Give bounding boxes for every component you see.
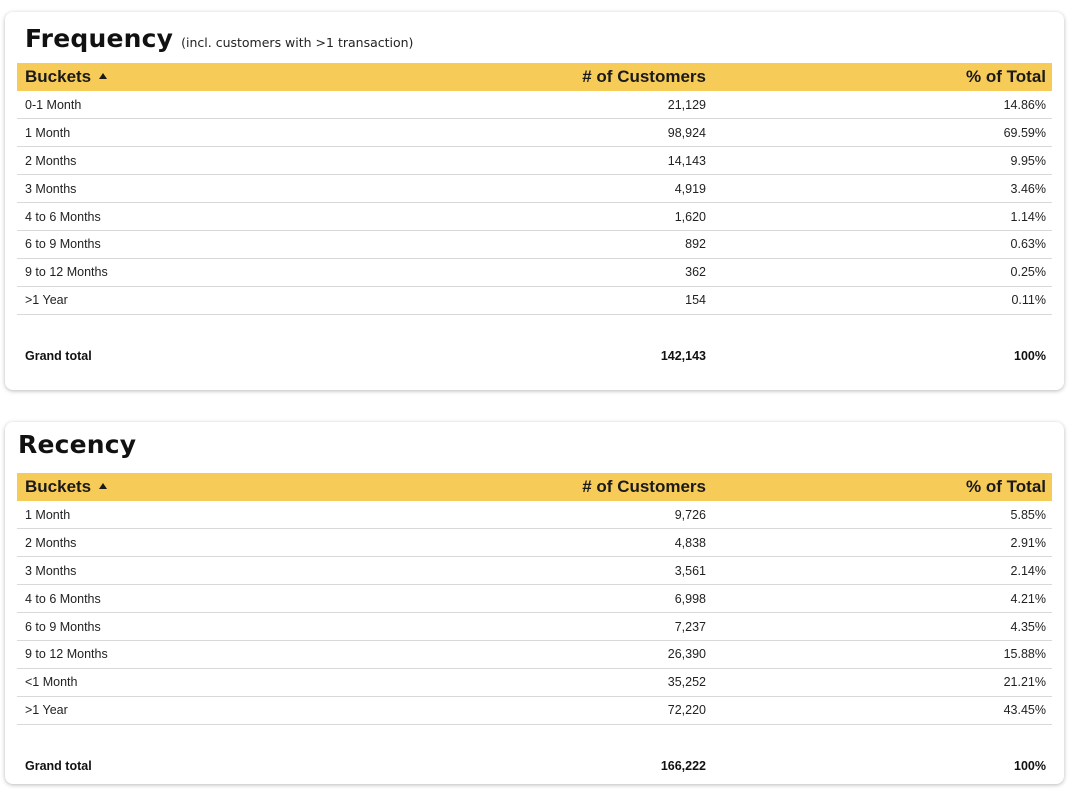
- table-row: [17, 119, 1052, 147]
- table-row: [17, 258, 1052, 286]
- count-cell: 4,838: [674, 535, 706, 550]
- bucket-cell: 6 to 9 Months: [25, 237, 101, 252]
- percent-column-header[interactable]: % of Total: [966, 67, 1046, 86]
- table-row: [17, 529, 1052, 557]
- percent-cell: 2.91%: [1010, 535, 1046, 550]
- table-spacer: [17, 314, 1052, 342]
- table-row: [17, 613, 1052, 641]
- table-row: [17, 585, 1052, 613]
- table-row: [17, 230, 1052, 258]
- percent-cell: 5.85%: [1010, 507, 1046, 522]
- frequency-title: Frequency: [25, 24, 174, 53]
- grand-total-percent: 100%: [1014, 348, 1046, 363]
- recency-table: [17, 473, 1052, 780]
- count-cell: 892: [685, 237, 706, 252]
- count-cell: 14,143: [667, 153, 706, 168]
- bucket-cell: 2 Months: [25, 535, 77, 550]
- table-row: [17, 668, 1052, 696]
- bucket-cell: 6 to 9 Months: [25, 619, 101, 634]
- table-row: [17, 557, 1052, 585]
- percent-cell: 0.11%: [1011, 293, 1046, 308]
- frequency-title-block: [25, 24, 413, 53]
- percent-cell: 0.25%: [1010, 265, 1046, 280]
- bucket-cell: 3 Months: [25, 563, 77, 578]
- count-cell: 26,390: [667, 647, 706, 662]
- customers-column-header[interactable]: # of Customers: [582, 67, 706, 86]
- column-header-label: Buckets: [25, 477, 92, 496]
- bucket-cell: 0-1 Month: [25, 97, 82, 112]
- table-spacer: [17, 724, 1052, 752]
- percent-cell: 0.63%: [1010, 237, 1046, 252]
- percent-cell: 43.45%: [1003, 703, 1046, 718]
- sort-ascending-icon[interactable]: [99, 483, 107, 489]
- column-header-label: Buckets: [25, 67, 92, 86]
- count-cell: 362: [685, 265, 706, 280]
- percent-cell: 15.88%: [1003, 647, 1046, 662]
- grand-total-label: Grand total: [25, 348, 92, 363]
- table-row: [17, 696, 1052, 724]
- recency-title-block: [18, 430, 136, 459]
- percent-cell: 21.21%: [1003, 675, 1046, 690]
- count-cell: 9,726: [674, 507, 706, 522]
- percent-cell: 4.21%: [1010, 591, 1046, 606]
- grand-total-row: [17, 342, 1052, 370]
- table-header-row: [17, 63, 1052, 91]
- grand-total-count: 166,222: [660, 758, 706, 773]
- percent-cell: 14.86%: [1003, 97, 1046, 112]
- count-cell: 4,919: [674, 181, 706, 196]
- bucket-cell: >1 Year: [25, 703, 68, 718]
- table-row: [17, 91, 1052, 119]
- recency-card: [5, 422, 1064, 784]
- table-row: [17, 286, 1052, 314]
- percent-cell: 69.59%: [1003, 125, 1046, 140]
- count-cell: 72,220: [667, 703, 706, 718]
- buckets-column-header[interactable]: [17, 473, 447, 501]
- bucket-cell: 3 Months: [25, 181, 77, 196]
- bucket-cell: 1 Month: [25, 507, 71, 522]
- table-row: [17, 640, 1052, 668]
- percent-cell: 3.46%: [1010, 181, 1046, 196]
- customers-column-header[interactable]: # of Customers: [582, 477, 706, 496]
- table-row: [17, 175, 1052, 203]
- grand-total-percent: 100%: [1014, 758, 1046, 773]
- frequency-table: [17, 63, 1052, 370]
- count-cell: 98,924: [667, 125, 706, 140]
- sort-ascending-icon[interactable]: [99, 73, 107, 79]
- count-cell: 6,998: [674, 591, 706, 606]
- count-cell: 1,620: [674, 209, 706, 224]
- buckets-column-header[interactable]: [17, 63, 447, 91]
- percent-column-header[interactable]: % of Total: [966, 477, 1046, 496]
- grand-total-label: Grand total: [25, 758, 92, 773]
- percent-cell: 1.14%: [1010, 209, 1046, 224]
- table-row: [17, 147, 1052, 175]
- bucket-cell: 4 to 6 Months: [25, 209, 101, 224]
- bucket-cell: 1 Month: [25, 125, 71, 140]
- count-cell: 35,252: [667, 675, 706, 690]
- bucket-cell: 9 to 12 Months: [25, 265, 108, 280]
- grand-total-row: [17, 752, 1052, 780]
- table-header-row: [17, 473, 1052, 501]
- percent-cell: 4.35%: [1010, 619, 1046, 634]
- bucket-cell: >1 Year: [25, 293, 68, 308]
- bucket-cell: <1 Month: [25, 675, 78, 690]
- table-row: [17, 501, 1052, 529]
- bucket-cell: 2 Months: [25, 153, 77, 168]
- percent-cell: 9.95%: [1010, 153, 1046, 168]
- grand-total-count: 142,143: [660, 348, 706, 363]
- count-cell: 154: [685, 293, 706, 308]
- frequency-subtitle: (incl. customers with >1 transaction): [181, 35, 414, 50]
- bucket-cell: 4 to 6 Months: [25, 591, 101, 606]
- count-cell: 21,129: [667, 97, 706, 112]
- recency-title: Recency: [18, 430, 137, 459]
- count-cell: 3,561: [674, 563, 706, 578]
- percent-cell: 2.14%: [1010, 563, 1046, 578]
- table-row: [17, 203, 1052, 231]
- bucket-cell: 9 to 12 Months: [25, 647, 108, 662]
- count-cell: 7,237: [674, 619, 706, 634]
- frequency-card: [5, 12, 1064, 390]
